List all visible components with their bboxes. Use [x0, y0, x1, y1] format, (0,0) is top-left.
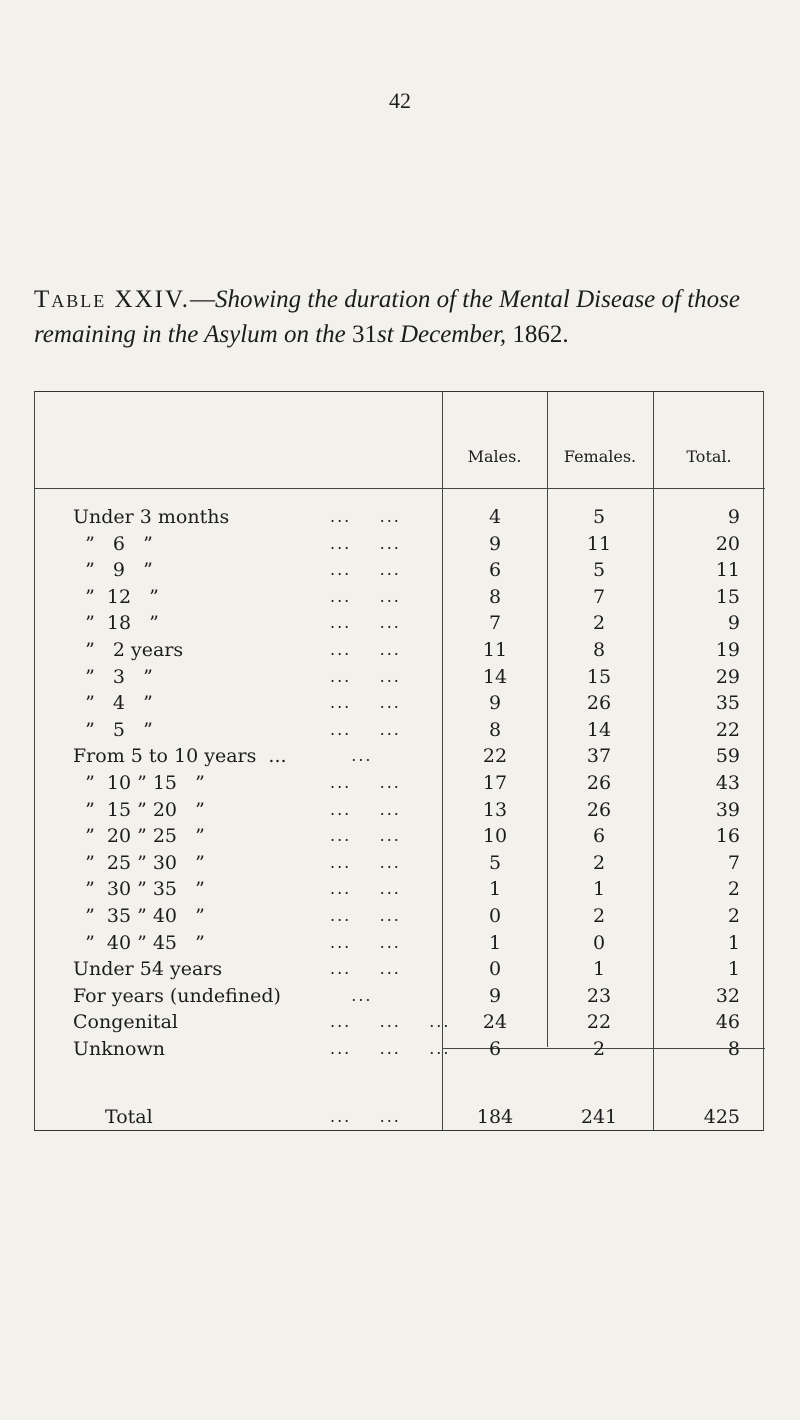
row-females: 15: [586, 665, 612, 688]
row-label: ” 18 ”: [73, 612, 159, 635]
row-females: 1: [592, 958, 606, 981]
row-total: 29: [715, 665, 740, 688]
table-row: [35, 876, 765, 902]
row-total: 16: [715, 825, 740, 848]
title-dash: —: [190, 286, 216, 313]
table-row: [35, 850, 765, 876]
row-label: ” 25 ” 30 ”: [73, 851, 205, 874]
row-males: 9: [488, 984, 502, 1007]
row-males: 8: [488, 718, 502, 741]
row-females: 8: [592, 639, 606, 661]
row-females: 6: [592, 825, 606, 848]
header-divider: [35, 488, 765, 489]
row-males: 14: [482, 665, 508, 688]
row-total: 46: [715, 1011, 740, 1034]
total-dots: ... ...: [330, 1107, 401, 1126]
table-row: [35, 690, 765, 716]
row-females: 5: [592, 559, 606, 582]
row-total: 19: [715, 639, 740, 661]
row-males: 0: [488, 905, 502, 927]
row-dots: ... ...: [330, 586, 401, 606]
total-males: 184: [476, 1106, 514, 1128]
row-total: 35: [715, 692, 740, 715]
row-label: ” 6 ”: [73, 532, 153, 555]
table-row: [35, 584, 765, 610]
row-dots: ... ...: [330, 613, 401, 633]
row-label: ” 10 ” 15 ”: [73, 772, 205, 794]
row-females: 2: [592, 851, 606, 874]
row-females: 2: [592, 905, 606, 927]
row-label: ” 12 ”: [73, 585, 159, 608]
row-males: 0: [488, 958, 502, 981]
row-males: 8: [488, 585, 502, 608]
row-label: Unknown: [73, 1038, 165, 1060]
row-males: 6: [488, 1038, 502, 1060]
row-total: 39: [715, 798, 740, 821]
title-day: 31: [352, 321, 378, 348]
row-dots: ...: [330, 746, 373, 766]
row-dots: ... ...: [330, 507, 401, 526]
row-label: ” 2 years: [73, 639, 184, 661]
row-total: 9: [727, 612, 740, 635]
row-males: 11: [482, 639, 508, 661]
table-row: [35, 797, 765, 823]
row-total: 8: [727, 1038, 740, 1060]
row-dots: ... ...: [330, 560, 401, 580]
row-label: ” 4 ”: [73, 692, 153, 715]
row-females: 2: [592, 612, 606, 635]
row-dots: ... ...: [330, 852, 401, 872]
row-total: 2: [727, 905, 740, 927]
row-males: 7: [488, 612, 502, 635]
row-dots: ... ...: [330, 666, 401, 686]
row-females: 22: [586, 1011, 612, 1034]
table-title-text: Showing the duration of the Mental Disease of those remaining in the Asylum on the: [34, 286, 740, 348]
row-females: 0: [592, 931, 606, 954]
row-females: 2: [592, 1038, 606, 1060]
row-females: 23: [586, 984, 612, 1007]
row-males: 6: [488, 559, 502, 582]
table-row: [35, 637, 765, 663]
row-dots: ... ...: [330, 773, 401, 792]
row-females: 26: [586, 798, 612, 821]
row-males: 24: [482, 1011, 508, 1034]
row-label: For years (undefined): [73, 984, 281, 1007]
row-label: Under 3 months: [73, 506, 230, 528]
row-label: ” 20 ” 25 ”: [73, 825, 205, 848]
row-males: 1: [488, 931, 502, 954]
row-label: Under 54 years: [73, 958, 223, 981]
row-males: 9: [488, 692, 502, 715]
row-total: 20: [715, 532, 740, 555]
total-females: 241: [580, 1106, 618, 1128]
table-row: [35, 504, 765, 530]
row-label: ” 30 ” 35 ”: [73, 878, 205, 901]
row-label: ” 35 ” 40 ”: [73, 905, 205, 927]
row-males: 4: [488, 506, 502, 528]
row-label: ” 9 ”: [73, 559, 153, 582]
row-females: 37: [586, 745, 612, 768]
row-total: 15: [715, 585, 740, 608]
row-dots: ... ...: [330, 693, 401, 713]
total-row: [35, 1104, 765, 1130]
table-row: [35, 664, 765, 690]
table-row: [35, 823, 765, 849]
row-total: 43: [715, 772, 740, 794]
row-males: 1: [488, 878, 502, 901]
row-total: 1: [727, 958, 740, 981]
row-total: 59: [715, 745, 740, 768]
row-label: ” 15 ” 20 ”: [73, 798, 205, 821]
row-dots: ... ...: [330, 719, 401, 739]
row-females: 5: [592, 506, 606, 528]
row-label: From 5 to 10 years ...: [73, 745, 287, 768]
row-dots: ... ...: [330, 959, 401, 979]
row-dots: ... ...: [330, 906, 401, 925]
row-males: 9: [488, 532, 502, 555]
row-dots: ... ... ...: [330, 1039, 451, 1058]
row-total: 7: [727, 851, 740, 874]
table-row: [35, 956, 765, 982]
row-dots: ... ...: [330, 826, 401, 846]
row-total: 9: [727, 506, 740, 528]
header-total: Total.: [686, 447, 732, 466]
row-dots: ... ...: [330, 533, 401, 553]
title-day-suffix: st: [377, 321, 394, 348]
row-males: 5: [488, 851, 502, 874]
row-total: 11: [715, 559, 740, 582]
row-males: 22: [482, 745, 508, 768]
table-row: [35, 743, 765, 769]
row-dots: ... ... ...: [330, 1012, 451, 1032]
row-total: 1: [727, 931, 740, 954]
table-row: [35, 930, 765, 956]
row-label: ” 3 ”: [73, 665, 153, 688]
table-row: [35, 903, 765, 929]
row-females: 26: [586, 772, 612, 794]
row-females: 1: [592, 878, 606, 901]
table-row: [35, 1009, 765, 1035]
table-row: [35, 770, 765, 796]
table-row: [35, 717, 765, 743]
row-dots: ... ...: [330, 932, 401, 952]
total-label: Total: [105, 1106, 153, 1128]
duration-table: [34, 391, 764, 1131]
table-row: [35, 983, 765, 1009]
total-total: 425: [703, 1106, 740, 1128]
header-females: Females.: [563, 447, 637, 466]
row-dots: ... ...: [330, 640, 401, 659]
row-total: 32: [715, 984, 740, 1007]
page-number: 42: [389, 88, 411, 113]
row-females: 11: [586, 532, 612, 555]
table-row: [35, 557, 765, 583]
row-total: 2: [727, 878, 740, 901]
row-dots: ...: [330, 985, 373, 1005]
table-row: [35, 531, 765, 557]
row-females: 7: [592, 585, 606, 608]
row-label: Congenital: [73, 1011, 178, 1034]
row-females: 26: [586, 692, 612, 715]
row-males: 17: [482, 772, 508, 794]
title-year: 1862.: [512, 321, 569, 348]
row-label: ” 5 ”: [73, 718, 153, 741]
row-males: 10: [482, 825, 508, 848]
table-row: [35, 610, 765, 636]
row-total: 22: [715, 718, 740, 741]
row-females: 14: [586, 718, 612, 741]
row-label: ” 40 ” 45 ”: [73, 931, 205, 954]
header-males: Males.: [467, 447, 522, 466]
title-month: December,: [393, 321, 507, 348]
table-row: [35, 1036, 765, 1062]
row-dots: ... ...: [330, 799, 401, 819]
table-title: [34, 282, 774, 352]
row-males: 13: [482, 798, 508, 821]
row-dots: ... ...: [330, 879, 401, 899]
table-title-prefix: Table XXIV.: [34, 286, 191, 313]
